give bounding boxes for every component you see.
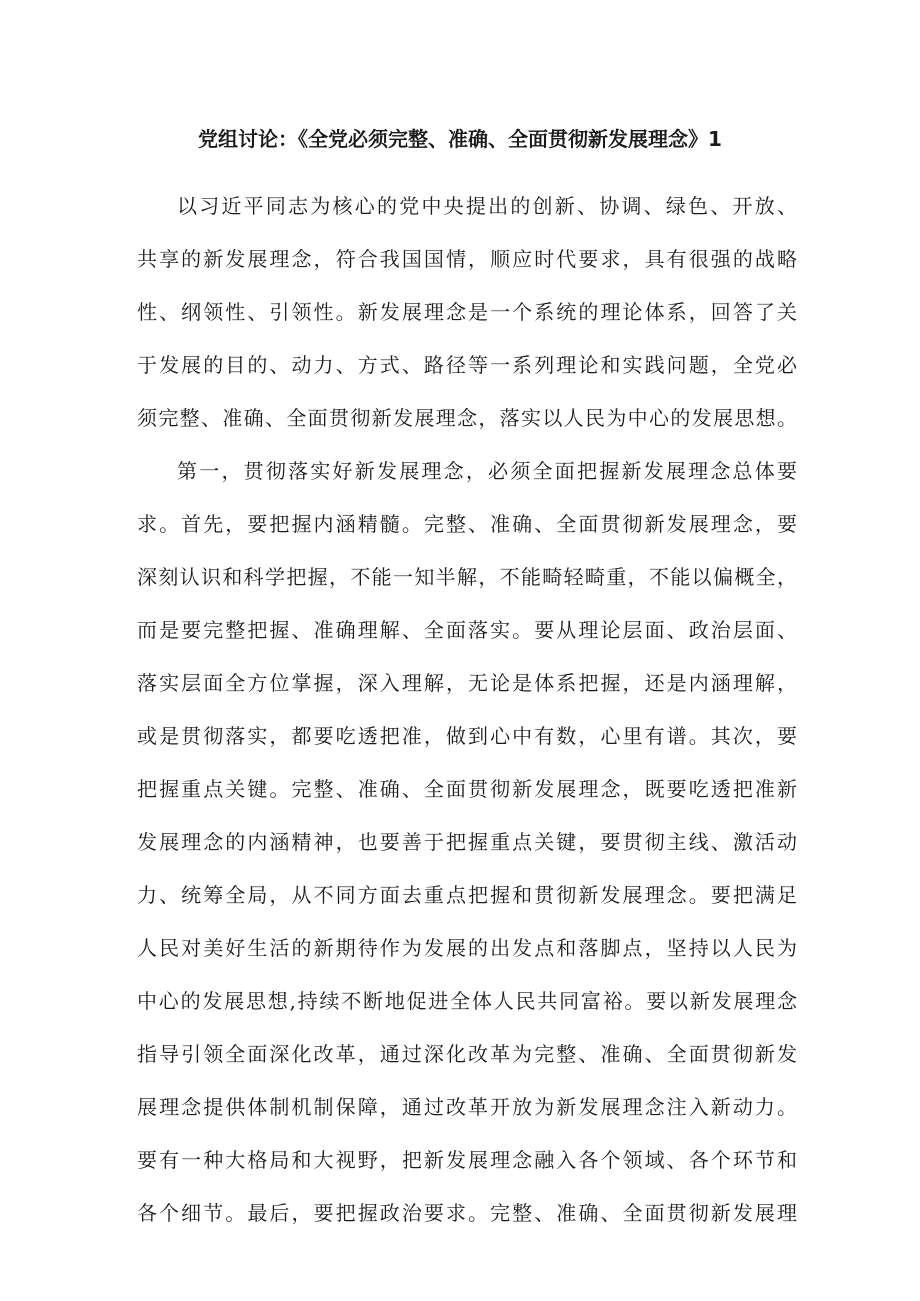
paragraph-1-line-4: 于发展的目的、动力、方式、路径等一系列理论和实践问题，全党必 <box>137 353 797 377</box>
paragraph-2-line-6: 或是贯彻落实，都要吃透把准，做到心中有数，心里有谱。其次，要 <box>137 724 797 748</box>
paragraph-1-line-1: 以习近平同志为核心的党中央提出的创新、协调、绿色、开放、 <box>177 194 797 218</box>
paragraph-2-line-15: 各个细节。最后，要把握政治要求。完整、准确、全面贯彻新发展理 <box>137 1201 797 1225</box>
paragraph-1-line-5: 须完整、准确、全面贯彻新发展理念，落实以人民为中心的发展思想。 <box>137 406 797 430</box>
paragraph-2-line-12: 指导引领全面深化改革，通过深化改革为完整、准确、全面贯彻新发 <box>137 1042 797 1066</box>
paragraph-2-line-13: 展理念提供体制机制保障，通过改革开放为新发展理念注入新动力。 <box>137 1095 797 1119</box>
paragraph-1-line-3: 性、纲领性、引领性。新发展理念是一个系统的理论体系，回答了关 <box>137 300 797 324</box>
document-title: 党组讨论：《全党必须完整、准确、全面贯彻新发展理念》1 <box>198 127 722 151</box>
paragraph-2-line-10: 人民对美好生活的新期待作为发展的出发点和落脚点，坚持以人民为 <box>137 936 797 960</box>
paragraph-2-line-7: 把握重点关键。完整、准确、全面贯彻新发展理念，既要吃透把准新 <box>137 777 797 801</box>
paragraph-2-line-5: 落实层面全方位掌握，深入理解，无论是体系把握，还是内涵理解， <box>137 671 797 695</box>
paragraph-1-line-2: 共享的新发展理念，符合我国国情，顺应时代要求，具有很强的战略 <box>137 247 797 271</box>
paragraph-2-line-4: 而是要完整把握、准确理解、全面落实。要从理论层面、政治层面、 <box>137 618 797 642</box>
paragraph-2-line-9: 力、统筹全局，从不同方面去重点把握和贯彻新发展理念。要把满足 <box>137 883 797 907</box>
paragraph-2-line-8: 发展理念的内涵精神，也要善于把握重点关键，要贯彻主线、激活动 <box>137 830 797 854</box>
paragraph-2-line-3: 深刻认识和科学把握，不能一知半解，不能畸轻畸重，不能以偏概全， <box>137 565 797 589</box>
paragraph-2-line-11: 中心的发展思想,持续不断地促进全体人民共同富裕。要以新发展理念 <box>137 989 797 1013</box>
paragraph-2-line-1: 第一，贯彻落实好新发展理念，必须全面把握新发展理念总体要 <box>177 459 797 483</box>
paragraph-2-line-2: 求。首先，要把握内涵精髓。完整、准确、全面贯彻新发展理念，要 <box>137 512 797 536</box>
paragraph-2-line-14: 要有一种大格局和大视野，把新发展理念融入各个领域、各个环节和 <box>137 1148 797 1172</box>
